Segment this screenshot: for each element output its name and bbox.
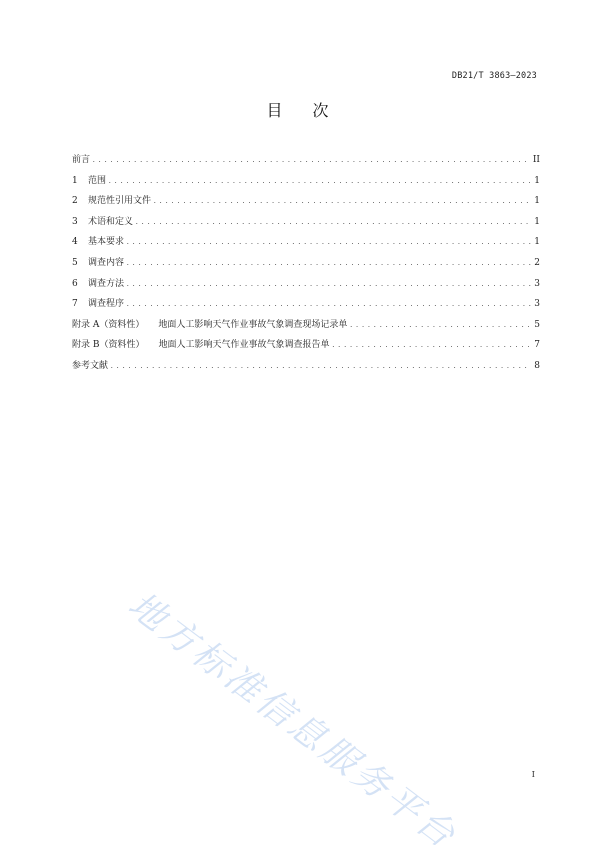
toc-entry-page: II [532, 155, 540, 165]
toc-entry[interactable] [72, 358, 540, 379]
toc-entry-label [72, 358, 108, 371]
toc-entry-number: 1 [72, 175, 78, 186]
toc-entry[interactable] [72, 317, 540, 338]
toc-dot-leader [126, 260, 531, 267]
toc-entry-page: 8 [534, 360, 540, 371]
toc-dot-leader [349, 322, 531, 329]
toc-entry-number: 7 [72, 299, 78, 310]
toc-dot-leader [135, 219, 531, 226]
document-code: DB21/T 3863—2023 [451, 71, 537, 81]
toc-dot-leader [108, 178, 531, 185]
toc-entry[interactable] [72, 193, 540, 214]
toc-entry-page: 5 [534, 319, 540, 330]
toc-entry-text: 调查方法 [88, 278, 125, 289]
toc-dot-leader [110, 363, 531, 370]
toc-dot-leader [126, 239, 531, 246]
toc-dot-leader [126, 301, 531, 308]
toc-entry-page: 1 [534, 216, 540, 227]
toc-dot-leader [153, 198, 531, 205]
toc-entry-subtitle: 地面人工影响天气作业事故气象调查现场记录单 [158, 319, 348, 330]
toc-entry-text: 前言 [72, 155, 91, 165]
toc-entry-label [72, 214, 133, 227]
table-of-contents [72, 152, 540, 379]
toc-entry-number: 4 [72, 237, 78, 248]
toc-entry-page: 1 [534, 196, 540, 207]
page-title: 目次 [266, 101, 359, 120]
toc-entry-page: 3 [534, 299, 540, 310]
toc-entry-number: 5 [72, 257, 78, 268]
toc-entry-label [72, 276, 124, 289]
toc-entry[interactable] [72, 255, 540, 276]
toc-entry-subtitle: 地面人工影响天气作业事故气象调查报告单 [158, 340, 330, 351]
toc-entry-text: 附录 A（资料性） [72, 319, 145, 330]
toc-entry-page: 3 [534, 278, 540, 289]
toc-entry-label [72, 152, 90, 165]
toc-entry[interactable] [72, 234, 540, 255]
toc-entry-page: 2 [534, 257, 540, 268]
toc-entry[interactable] [72, 296, 540, 317]
toc-entry-label [72, 296, 124, 309]
toc-entry-text: 术语和定义 [88, 216, 134, 227]
toc-entry-page: 7 [534, 340, 540, 351]
toc-entry-page: 1 [534, 175, 540, 186]
toc-entry-label [72, 193, 151, 206]
toc-dot-leader [126, 281, 531, 288]
toc-entry-page: 1 [534, 237, 540, 248]
toc-dot-leader [92, 157, 530, 164]
toc-entry-label [72, 173, 106, 186]
toc-entry-number: 3 [72, 216, 78, 227]
toc-entry-text: 规范性引用文件 [88, 196, 152, 207]
toc-entry-number: 2 [72, 196, 78, 207]
toc-entry[interactable] [72, 214, 540, 235]
toc-entry-label [72, 255, 124, 268]
toc-entry-text: 调查程序 [88, 299, 125, 310]
toc-entry-text: 调查内容 [88, 257, 125, 268]
toc-dot-leader [332, 342, 532, 349]
toc-entry-text: 基本要求 [88, 237, 125, 248]
toc-entry-label [72, 317, 347, 330]
toc-entry[interactable] [72, 276, 540, 297]
watermark: 地方标准信息服务平台 [120, 584, 465, 858]
toc-entry[interactable] [72, 337, 540, 358]
page-number: I [531, 770, 535, 780]
toc-entry[interactable] [72, 152, 540, 173]
toc-entry-number: 6 [72, 278, 78, 289]
toc-entry[interactable] [72, 173, 540, 194]
toc-entry-text: 参考文献 [72, 360, 109, 371]
toc-entry-text: 范围 [88, 175, 107, 186]
toc-entry-label [72, 234, 124, 247]
toc-entry-label [72, 337, 330, 350]
toc-entry-text: 附录 B（资料性） [72, 340, 145, 351]
